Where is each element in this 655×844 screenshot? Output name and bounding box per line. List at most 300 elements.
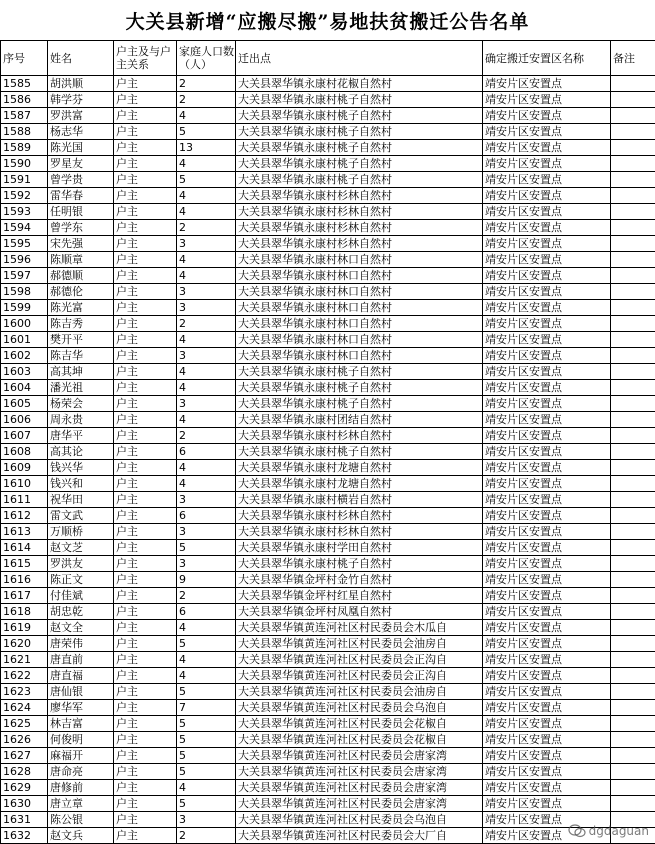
cell-origin: 大关县翠华镇黄连河社区村民委员会花椒自 bbox=[236, 732, 483, 748]
cell-name: 高其坤 bbox=[48, 364, 114, 380]
cell-name: 陈吉秀 bbox=[48, 316, 114, 332]
cell-relation: 户主 bbox=[114, 572, 177, 588]
cell-remark bbox=[611, 124, 655, 140]
cell-remark bbox=[611, 684, 655, 700]
table-row bbox=[1, 364, 655, 380]
cell-relation: 户主 bbox=[114, 588, 177, 604]
header-name: 姓名 bbox=[48, 41, 114, 76]
cell-origin: 大关县翠华镇黄连河社区村民委员会油房自 bbox=[236, 684, 483, 700]
cell-seq: 1611 bbox=[1, 492, 48, 508]
cell-family-size: 5 bbox=[177, 732, 236, 748]
header-remark: 备注 bbox=[611, 41, 655, 76]
cell-relation: 户主 bbox=[114, 348, 177, 364]
cell-seq: 1628 bbox=[1, 764, 48, 780]
cell-family-size: 2 bbox=[177, 588, 236, 604]
cell-seq: 1589 bbox=[1, 140, 48, 156]
cell-site: 靖安片区安置点 bbox=[483, 316, 611, 332]
table-row bbox=[1, 540, 655, 556]
cell-site: 靖安片区安置点 bbox=[483, 540, 611, 556]
cell-origin: 大关县翠华镇永康村桃子自然村 bbox=[236, 380, 483, 396]
table-row bbox=[1, 236, 655, 252]
cell-relation: 户主 bbox=[114, 748, 177, 764]
cell-remark bbox=[611, 412, 655, 428]
cell-seq: 1593 bbox=[1, 204, 48, 220]
header-seq: 序号 bbox=[1, 41, 48, 76]
cell-seq: 1630 bbox=[1, 796, 48, 812]
cell-origin: 大关县翠华镇黄连河社区村民委员会唐家湾 bbox=[236, 764, 483, 780]
cell-remark bbox=[611, 300, 655, 316]
cell-seq: 1608 bbox=[1, 444, 48, 460]
cell-relation: 户主 bbox=[114, 508, 177, 524]
cell-origin: 大关县翠华镇永康村林口自然村 bbox=[236, 348, 483, 364]
cell-relation: 户主 bbox=[114, 188, 177, 204]
cell-site: 靖安片区安置点 bbox=[483, 108, 611, 124]
cell-remark bbox=[611, 524, 655, 540]
table-row bbox=[1, 108, 655, 124]
cell-name: 韩学芬 bbox=[48, 92, 114, 108]
cell-name: 杨志华 bbox=[48, 124, 114, 140]
cell-relation: 户主 bbox=[114, 300, 177, 316]
cell-seq: 1594 bbox=[1, 220, 48, 236]
cell-remark bbox=[611, 636, 655, 652]
table-row bbox=[1, 524, 655, 540]
cell-name: 雷文武 bbox=[48, 508, 114, 524]
cell-seq: 1585 bbox=[1, 76, 48, 92]
cell-seq: 1619 bbox=[1, 620, 48, 636]
cell-family-size: 2 bbox=[177, 316, 236, 332]
cell-origin: 大关县翠华镇黄连河社区村民委员会唐家湾 bbox=[236, 748, 483, 764]
cell-name: 胡洪顺 bbox=[48, 76, 114, 92]
cell-family-size: 4 bbox=[177, 668, 236, 684]
table-row bbox=[1, 156, 655, 172]
table-row bbox=[1, 508, 655, 524]
cell-remark bbox=[611, 652, 655, 668]
table-row bbox=[1, 812, 655, 828]
cell-site: 靖安片区安置点 bbox=[483, 188, 611, 204]
cell-relation: 户主 bbox=[114, 236, 177, 252]
cell-site: 靖安片区安置点 bbox=[483, 796, 611, 812]
cell-family-size: 7 bbox=[177, 700, 236, 716]
cell-remark bbox=[611, 476, 655, 492]
cell-origin: 大关县翠华镇永康村桃子自然村 bbox=[236, 92, 483, 108]
cell-name: 万顺桥 bbox=[48, 524, 114, 540]
cell-seq: 1596 bbox=[1, 252, 48, 268]
table-row bbox=[1, 668, 655, 684]
cell-relation: 户主 bbox=[114, 732, 177, 748]
cell-origin: 大关县翠华镇金坪村凤凰自然村 bbox=[236, 604, 483, 620]
cell-remark bbox=[611, 604, 655, 620]
cell-remark bbox=[611, 92, 655, 108]
table-row bbox=[1, 572, 655, 588]
cell-remark bbox=[611, 156, 655, 172]
cell-remark bbox=[611, 572, 655, 588]
cell-origin: 大关县翠华镇永康村杉林自然村 bbox=[236, 204, 483, 220]
cell-remark bbox=[611, 748, 655, 764]
cell-site: 靖安片区安置点 bbox=[483, 812, 611, 828]
table-row bbox=[1, 204, 655, 220]
cell-remark bbox=[611, 76, 655, 92]
cell-family-size: 6 bbox=[177, 444, 236, 460]
cell-seq: 1587 bbox=[1, 108, 48, 124]
cell-remark bbox=[611, 332, 655, 348]
cell-remark bbox=[611, 700, 655, 716]
cell-family-size: 5 bbox=[177, 764, 236, 780]
cell-origin: 大关县翠华镇永康村龙塘自然村 bbox=[236, 460, 483, 476]
cell-name: 胡忠乾 bbox=[48, 604, 114, 620]
cell-origin: 大关县翠华镇永康村杉林自然村 bbox=[236, 524, 483, 540]
cell-remark bbox=[611, 796, 655, 812]
cell-relation: 户主 bbox=[114, 700, 177, 716]
cell-relation: 户主 bbox=[114, 556, 177, 572]
watermark bbox=[568, 824, 649, 838]
cell-seq: 1617 bbox=[1, 588, 48, 604]
cell-relation: 户主 bbox=[114, 540, 177, 556]
cell-relation: 户主 bbox=[114, 796, 177, 812]
table-row bbox=[1, 716, 655, 732]
cell-remark bbox=[611, 252, 655, 268]
table-row bbox=[1, 76, 655, 92]
table-row bbox=[1, 268, 655, 284]
cell-site: 靖安片区安置点 bbox=[483, 700, 611, 716]
cell-site: 靖安片区安置点 bbox=[483, 76, 611, 92]
cell-remark bbox=[611, 492, 655, 508]
cell-seq: 1629 bbox=[1, 780, 48, 796]
cell-remark bbox=[611, 732, 655, 748]
cell-origin: 大关县翠华镇永康村杉林自然村 bbox=[236, 508, 483, 524]
cell-site: 靖安片区安置点 bbox=[483, 364, 611, 380]
cell-name: 周永贵 bbox=[48, 412, 114, 428]
cell-seq: 1613 bbox=[1, 524, 48, 540]
cell-relation: 户主 bbox=[114, 428, 177, 444]
cell-site: 靖安片区安置点 bbox=[483, 684, 611, 700]
cell-site: 靖安片区安置点 bbox=[483, 92, 611, 108]
cell-family-size: 4 bbox=[177, 332, 236, 348]
cell-seq: 1606 bbox=[1, 412, 48, 428]
table-row bbox=[1, 188, 655, 204]
cell-name: 罗星友 bbox=[48, 156, 114, 172]
table-row bbox=[1, 764, 655, 780]
cell-site: 靖安片区安置点 bbox=[483, 636, 611, 652]
cell-name: 付佳斌 bbox=[48, 588, 114, 604]
cell-origin: 大关县翠华镇永康村杉林自然村 bbox=[236, 220, 483, 236]
cell-seq: 1614 bbox=[1, 540, 48, 556]
cell-origin: 大关县翠华镇永康村桃子自然村 bbox=[236, 108, 483, 124]
cell-relation: 户主 bbox=[114, 460, 177, 476]
cell-family-size: 5 bbox=[177, 716, 236, 732]
cell-name: 唐立章 bbox=[48, 796, 114, 812]
cell-name: 林吉富 bbox=[48, 716, 114, 732]
cell-origin: 大关县翠华镇黄连河社区村民委员会唐家湾 bbox=[236, 780, 483, 796]
table-row bbox=[1, 556, 655, 572]
cell-relation: 户主 bbox=[114, 412, 177, 428]
cell-origin: 大关县翠华镇永康村林口自然村 bbox=[236, 252, 483, 268]
cell-site: 靖安片区安置点 bbox=[483, 716, 611, 732]
cell-remark bbox=[611, 364, 655, 380]
cell-site: 靖安片区安置点 bbox=[483, 668, 611, 684]
cell-name: 唐华平 bbox=[48, 428, 114, 444]
table-header-row bbox=[1, 41, 655, 76]
cell-family-size: 4 bbox=[177, 204, 236, 220]
table-row bbox=[1, 828, 655, 844]
cell-remark bbox=[611, 428, 655, 444]
cell-seq: 1615 bbox=[1, 556, 48, 572]
cell-relation: 户主 bbox=[114, 780, 177, 796]
cell-origin: 大关县翠华镇永康村林口自然村 bbox=[236, 300, 483, 316]
cell-remark bbox=[611, 396, 655, 412]
cell-relation: 户主 bbox=[114, 284, 177, 300]
cell-name: 唐直福 bbox=[48, 668, 114, 684]
cell-name: 赵文兵 bbox=[48, 828, 114, 844]
cell-seq: 1595 bbox=[1, 236, 48, 252]
cell-relation: 户主 bbox=[114, 396, 177, 412]
cell-name: 麻福开 bbox=[48, 748, 114, 764]
cell-origin: 大关县翠华镇永康村桃子自然村 bbox=[236, 396, 483, 412]
cell-name: 陈光国 bbox=[48, 140, 114, 156]
cell-relation: 户主 bbox=[114, 140, 177, 156]
cell-family-size: 4 bbox=[177, 108, 236, 124]
cell-name: 潘光祖 bbox=[48, 380, 114, 396]
cell-remark bbox=[611, 284, 655, 300]
cell-family-size: 4 bbox=[177, 268, 236, 284]
cell-relation: 户主 bbox=[114, 652, 177, 668]
cell-relation: 户主 bbox=[114, 252, 177, 268]
header-family-size: 家庭人口数（人） bbox=[177, 41, 236, 76]
cell-relation: 户主 bbox=[114, 172, 177, 188]
cell-name: 赵文全 bbox=[48, 620, 114, 636]
cell-seq: 1588 bbox=[1, 124, 48, 140]
cell-remark bbox=[611, 108, 655, 124]
cell-name: 何俊明 bbox=[48, 732, 114, 748]
table-body bbox=[1, 76, 655, 844]
cell-origin: 大关县翠华镇永康村杉林自然村 bbox=[236, 428, 483, 444]
cell-seq: 1604 bbox=[1, 380, 48, 396]
cell-site: 靖安片区安置点 bbox=[483, 492, 611, 508]
cell-remark bbox=[611, 188, 655, 204]
cell-relation: 户主 bbox=[114, 268, 177, 284]
cell-remark bbox=[611, 780, 655, 796]
cell-seq: 1591 bbox=[1, 172, 48, 188]
table-row bbox=[1, 172, 655, 188]
cell-relation: 户主 bbox=[114, 316, 177, 332]
cell-site: 靖安片区安置点 bbox=[483, 236, 611, 252]
cell-seq: 1624 bbox=[1, 700, 48, 716]
cell-remark bbox=[611, 316, 655, 332]
cell-seq: 1623 bbox=[1, 684, 48, 700]
cell-family-size: 13 bbox=[177, 140, 236, 156]
cell-name: 唐荣伟 bbox=[48, 636, 114, 652]
cell-origin: 大关县翠华镇黄连河社区村民委员会木瓜自 bbox=[236, 620, 483, 636]
cell-relation: 户主 bbox=[114, 492, 177, 508]
cell-name: 唐仙银 bbox=[48, 684, 114, 700]
cell-site: 靖安片区安置点 bbox=[483, 764, 611, 780]
cell-remark bbox=[611, 172, 655, 188]
cell-site: 靖安片区安置点 bbox=[483, 508, 611, 524]
cell-site: 靖安片区安置点 bbox=[483, 332, 611, 348]
cell-family-size: 3 bbox=[177, 556, 236, 572]
cell-family-size: 6 bbox=[177, 508, 236, 524]
cell-family-size: 3 bbox=[177, 284, 236, 300]
cell-seq: 1622 bbox=[1, 668, 48, 684]
cell-name: 赵文芝 bbox=[48, 540, 114, 556]
cell-name: 钱兴华 bbox=[48, 460, 114, 476]
table-row bbox=[1, 780, 655, 796]
table-row bbox=[1, 140, 655, 156]
cell-relation: 户主 bbox=[114, 108, 177, 124]
cell-family-size: 4 bbox=[177, 476, 236, 492]
cell-seq: 1632 bbox=[1, 828, 48, 844]
cell-relation: 户主 bbox=[114, 124, 177, 140]
cell-origin: 大关县翠华镇永康村桃子自然村 bbox=[236, 364, 483, 380]
table-row bbox=[1, 492, 655, 508]
cell-family-size: 9 bbox=[177, 572, 236, 588]
cell-origin: 大关县翠华镇金坪村红星自然村 bbox=[236, 588, 483, 604]
cell-origin: 大关县翠华镇黄连河社区村民委员会大厂自 bbox=[236, 828, 483, 844]
wechat-icon bbox=[568, 824, 586, 838]
table-row bbox=[1, 796, 655, 812]
cell-family-size: 4 bbox=[177, 380, 236, 396]
cell-family-size: 4 bbox=[177, 652, 236, 668]
table-row bbox=[1, 412, 655, 428]
cell-relation: 户主 bbox=[114, 604, 177, 620]
cell-site: 靖安片区安置点 bbox=[483, 748, 611, 764]
cell-relation: 户主 bbox=[114, 444, 177, 460]
cell-site: 靖安片区安置点 bbox=[483, 348, 611, 364]
cell-family-size: 3 bbox=[177, 524, 236, 540]
cell-site: 靖安片区安置点 bbox=[483, 620, 611, 636]
cell-origin: 大关县翠华镇黄连河社区村民委员会唐家湾 bbox=[236, 796, 483, 812]
table-row bbox=[1, 460, 655, 476]
cell-name: 樊开平 bbox=[48, 332, 114, 348]
cell-name: 陈吉华 bbox=[48, 348, 114, 364]
cell-family-size: 3 bbox=[177, 300, 236, 316]
cell-family-size: 5 bbox=[177, 796, 236, 812]
cell-family-size: 3 bbox=[177, 812, 236, 828]
header-relation: 户主及与户主关系 bbox=[114, 41, 177, 76]
table-row bbox=[1, 428, 655, 444]
cell-remark bbox=[611, 508, 655, 524]
cell-seq: 1631 bbox=[1, 812, 48, 828]
cell-family-size: 2 bbox=[177, 92, 236, 108]
cell-origin: 大关县翠华镇黄连河社区村民委员会正沟自 bbox=[236, 668, 483, 684]
cell-name: 陈公银 bbox=[48, 812, 114, 828]
cell-relation: 户主 bbox=[114, 764, 177, 780]
cell-site: 靖安片区安置点 bbox=[483, 268, 611, 284]
table-row bbox=[1, 284, 655, 300]
cell-family-size: 2 bbox=[177, 428, 236, 444]
cell-origin: 大关县翠华镇黄连河社区村民委员会乌泡自 bbox=[236, 812, 483, 828]
cell-seq: 1610 bbox=[1, 476, 48, 492]
cell-family-size: 2 bbox=[177, 220, 236, 236]
cell-seq: 1609 bbox=[1, 460, 48, 476]
cell-name: 唐修前 bbox=[48, 780, 114, 796]
cell-remark bbox=[611, 444, 655, 460]
table-row bbox=[1, 252, 655, 268]
cell-origin: 大关县翠华镇黄连河社区村民委员会油房自 bbox=[236, 636, 483, 652]
cell-relation: 户主 bbox=[114, 668, 177, 684]
cell-name: 陈顺章 bbox=[48, 252, 114, 268]
cell-relation: 户主 bbox=[114, 380, 177, 396]
cell-family-size: 6 bbox=[177, 604, 236, 620]
cell-seq: 1602 bbox=[1, 348, 48, 364]
cell-family-size: 3 bbox=[177, 236, 236, 252]
cell-origin: 大关县翠华镇永康村花椒自然村 bbox=[236, 76, 483, 92]
table-row bbox=[1, 652, 655, 668]
cell-relation: 户主 bbox=[114, 684, 177, 700]
cell-origin: 大关县翠华镇黄连河社区村民委员会正沟自 bbox=[236, 652, 483, 668]
cell-family-size: 2 bbox=[177, 828, 236, 844]
cell-seq: 1601 bbox=[1, 332, 48, 348]
cell-family-size: 5 bbox=[177, 684, 236, 700]
cell-site: 靖安片区安置点 bbox=[483, 156, 611, 172]
cell-origin: 大关县翠华镇黄连河社区村民委员会花椒自 bbox=[236, 716, 483, 732]
table-row bbox=[1, 588, 655, 604]
cell-origin: 大关县翠华镇永康村桃子自然村 bbox=[236, 156, 483, 172]
cell-relation: 户主 bbox=[114, 620, 177, 636]
cell-seq: 1599 bbox=[1, 300, 48, 316]
cell-name: 陈正文 bbox=[48, 572, 114, 588]
cell-seq: 1607 bbox=[1, 428, 48, 444]
cell-site: 靖安片区安置点 bbox=[483, 604, 611, 620]
table-row bbox=[1, 124, 655, 140]
table-row bbox=[1, 332, 655, 348]
header-origin: 迁出点 bbox=[236, 41, 483, 76]
cell-origin: 大关县翠华镇永康村桃子自然村 bbox=[236, 140, 483, 156]
cell-seq: 1621 bbox=[1, 652, 48, 668]
cell-site: 靖安片区安置点 bbox=[483, 204, 611, 220]
cell-family-size: 3 bbox=[177, 396, 236, 412]
cell-name: 雷华春 bbox=[48, 188, 114, 204]
cell-remark bbox=[611, 620, 655, 636]
cell-relation: 户主 bbox=[114, 156, 177, 172]
cell-family-size: 5 bbox=[177, 172, 236, 188]
cell-seq: 1616 bbox=[1, 572, 48, 588]
table-row bbox=[1, 700, 655, 716]
table-row bbox=[1, 604, 655, 620]
cell-seq: 1627 bbox=[1, 748, 48, 764]
cell-family-size: 4 bbox=[177, 412, 236, 428]
cell-name: 钱兴和 bbox=[48, 476, 114, 492]
cell-site: 靖安片区安置点 bbox=[483, 652, 611, 668]
cell-name: 祝华田 bbox=[48, 492, 114, 508]
cell-remark bbox=[611, 540, 655, 556]
cell-name: 罗洪富 bbox=[48, 108, 114, 124]
cell-remark bbox=[611, 556, 655, 572]
cell-seq: 1598 bbox=[1, 284, 48, 300]
cell-remark bbox=[611, 236, 655, 252]
cell-family-size: 4 bbox=[177, 364, 236, 380]
cell-seq: 1586 bbox=[1, 92, 48, 108]
cell-remark bbox=[611, 220, 655, 236]
cell-origin: 大关县翠华镇永康村桃子自然村 bbox=[236, 172, 483, 188]
cell-remark bbox=[611, 764, 655, 780]
cell-site: 靖安片区安置点 bbox=[483, 220, 611, 236]
cell-site: 靖安片区安置点 bbox=[483, 828, 611, 844]
cell-seq: 1592 bbox=[1, 188, 48, 204]
cell-site: 靖安片区安置点 bbox=[483, 172, 611, 188]
table-row bbox=[1, 620, 655, 636]
cell-remark bbox=[611, 348, 655, 364]
cell-relation: 户主 bbox=[114, 76, 177, 92]
table-row bbox=[1, 220, 655, 236]
cell-site: 靖安片区安置点 bbox=[483, 140, 611, 156]
cell-name: 郝德伦 bbox=[48, 284, 114, 300]
cell-origin: 大关县翠华镇永康村桃子自然村 bbox=[236, 556, 483, 572]
cell-origin: 大关县翠华镇永康村林口自然村 bbox=[236, 332, 483, 348]
cell-site: 靖安片区安置点 bbox=[483, 732, 611, 748]
cell-family-size: 4 bbox=[177, 620, 236, 636]
cell-site: 靖安片区安置点 bbox=[483, 380, 611, 396]
cell-relation: 户主 bbox=[114, 220, 177, 236]
